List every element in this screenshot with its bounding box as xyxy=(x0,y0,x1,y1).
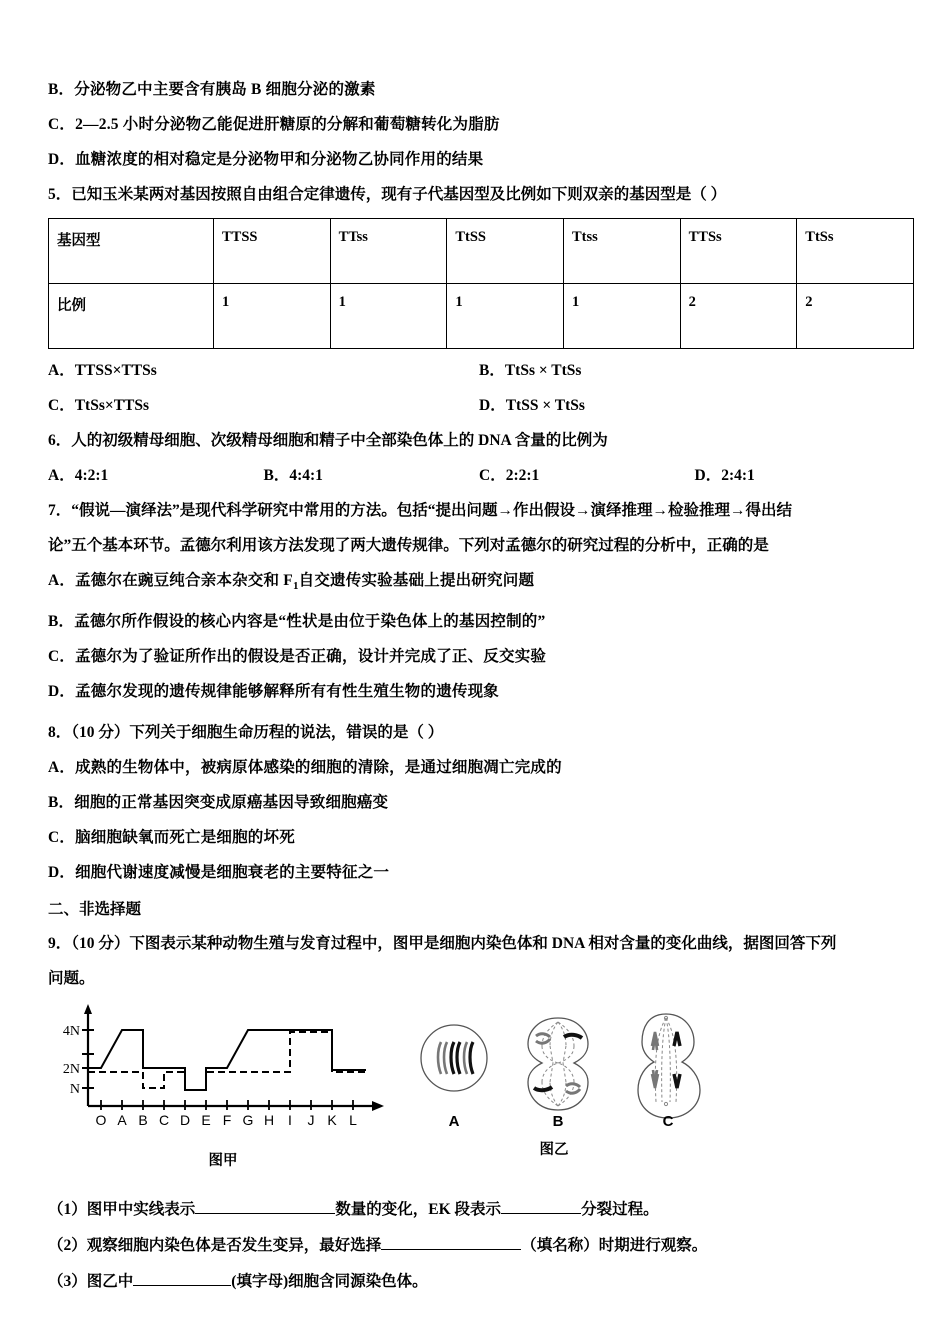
table-cell-genotype: TTSs xyxy=(680,219,797,284)
table-cell-ratio: 2 xyxy=(797,284,914,349)
figure-jia xyxy=(58,1002,398,1170)
x-label-f: F xyxy=(222,1112,232,1129)
x-axis-arrow xyxy=(372,1101,384,1111)
option-label: D． xyxy=(479,397,506,414)
option-item xyxy=(48,458,264,493)
option-row xyxy=(48,72,910,107)
option-item xyxy=(479,353,910,388)
figure-yi xyxy=(408,1006,708,1159)
series-dna-solid xyxy=(88,1030,366,1090)
option-label: D． xyxy=(694,467,722,484)
q6-stem-text: 人的初级精母细胞、次级精母细胞和精子中全部染色体上的 DNA 含量的比例为 xyxy=(71,432,608,449)
q9-sub-3 xyxy=(48,1264,910,1300)
option-text-before: 孟德尔在豌豆纯合亲本杂交和 F xyxy=(75,572,293,589)
x-label-g: G xyxy=(242,1112,254,1129)
option-item xyxy=(48,388,479,423)
option-row xyxy=(48,785,910,820)
option-row xyxy=(48,142,910,177)
sub-text-3: 分裂过程。 xyxy=(581,1201,659,1219)
option-label: D． xyxy=(48,683,76,701)
table-cell-ratio: 1 xyxy=(563,284,680,349)
genotype-ratio-table xyxy=(48,218,914,349)
q9-stem-text-1: （10 分）下图表示某种动物生殖与发育过程中，图甲是细胞内染色体和 DNA 相对含量的变化曲线，据图回答下列 xyxy=(71,935,837,953)
option-text: 孟德尔为了验证所作出的假设是否正确，设计并完成了正、反交实验 xyxy=(75,648,547,666)
option-row xyxy=(48,750,910,785)
x-label-o: O xyxy=(95,1112,107,1129)
x-label-k: K xyxy=(327,1112,337,1129)
q8-stem-text: （10 分）下列关于细胞生命历程的说法，错误的是（ ） xyxy=(71,724,444,742)
option-label: B． xyxy=(48,794,75,812)
table-cell-ratio: 2 xyxy=(680,284,797,349)
table-header-genotype: 基因型 xyxy=(49,219,214,284)
option-item xyxy=(479,458,695,493)
table-row xyxy=(49,284,914,349)
cell-label-a: A xyxy=(448,1113,460,1131)
option-label: B． xyxy=(48,81,75,98)
table-cell-genotype: TTSS xyxy=(214,219,331,284)
sub-text-2: （填名称）时期进行观察。 xyxy=(521,1237,708,1255)
option-label: C． xyxy=(48,116,76,133)
option-label: A． xyxy=(48,362,75,379)
cell-a-drawing xyxy=(421,1025,487,1091)
option-row xyxy=(48,604,910,639)
option-row xyxy=(48,674,910,709)
option-row xyxy=(48,107,910,142)
sub-text-2: 数量的变化，EK 段表示 xyxy=(335,1201,502,1219)
option-text: 2—2.5 小时分泌物乙能促进肝糖原的分解和葡萄糖转化为脂肪 xyxy=(75,116,500,133)
q4-options-block xyxy=(48,72,910,177)
x-label-a: A xyxy=(117,1112,127,1129)
sub-number: （2） xyxy=(48,1237,87,1255)
table-header-ratio: 比例 xyxy=(49,284,214,349)
q5-options-row-1 xyxy=(48,353,910,388)
option-text: 2:2:1 xyxy=(505,467,540,484)
q5-options-row-2 xyxy=(48,388,910,423)
sub-text-2: (填字母)细胞含同源染色体。 xyxy=(231,1273,428,1291)
q9-figures xyxy=(48,1002,910,1192)
x-label-c: C xyxy=(158,1112,170,1129)
q9-sub-1 xyxy=(48,1192,910,1228)
sub-text-1: 图乙中 xyxy=(86,1273,134,1291)
option-label: C． xyxy=(48,648,76,666)
x-label-e: E xyxy=(201,1112,211,1129)
x-label-l: L xyxy=(349,1112,357,1129)
x-label-i: I xyxy=(288,1112,292,1129)
q9-stem-line2 xyxy=(48,961,910,996)
cell-b-drawing xyxy=(528,1018,588,1110)
option-text: TtSS × TtSs xyxy=(505,397,585,414)
table-cell-genotype: TtSS xyxy=(447,219,564,284)
option-text: 分泌物乙中主要含有胰岛 B 细胞分泌的激素 xyxy=(74,81,376,98)
option-text: TtSs×TTSs xyxy=(74,397,150,414)
y-label-2n: 2N xyxy=(62,1062,80,1078)
q8-number: 8． xyxy=(48,724,72,742)
option-label: C． xyxy=(48,829,76,847)
option-label: C． xyxy=(48,397,75,414)
table-cell-genotype: TtSs xyxy=(797,219,914,284)
q9-stem-text-2: 问题。 xyxy=(48,970,95,988)
sub-text-1: 图甲中实线表示 xyxy=(86,1201,196,1219)
option-text: 脑细胞缺氧而死亡是细胞的坏死 xyxy=(75,829,295,847)
y-axis-arrow xyxy=(84,1004,92,1014)
option-text: TTSS×TTSs xyxy=(74,362,157,379)
answer-blank[interactable] xyxy=(381,1234,521,1250)
option-row xyxy=(48,820,910,855)
table-row xyxy=(49,219,914,284)
x-label-b: B xyxy=(138,1112,148,1129)
answer-blank[interactable] xyxy=(501,1198,581,1214)
q9-stem-line1 xyxy=(48,926,910,961)
q7-stem-text-2: 论”五个基本环节。孟德尔利用该方法发现了两大遗传规律。下列对孟德尔的研究过程的分析中，正确的是 xyxy=(48,537,769,554)
option-text-after: 自交遗传实验基础上提出研究问题 xyxy=(298,572,535,589)
option-label: C． xyxy=(479,467,506,484)
q7-stem-line2 xyxy=(48,528,910,563)
q7-stem-line1 xyxy=(48,493,910,528)
cell-label-c: C xyxy=(662,1113,674,1131)
table-cell-ratio: 1 xyxy=(214,284,331,349)
sub-number: （3） xyxy=(48,1273,87,1291)
option-item xyxy=(479,388,910,423)
option-label: D． xyxy=(48,151,76,168)
option-label: B． xyxy=(479,362,505,379)
option-text: 细胞的正常基因突变成原癌基因导致细胞癌变 xyxy=(74,794,389,812)
option-label: A． xyxy=(48,467,75,484)
q7-stem-text-1: “假说—演绎法”是现代科学研究中常用的方法。包括“提出问题→作出假设→演绎推理→检验推理→得出结 xyxy=(71,502,793,519)
x-label-j: J xyxy=(307,1112,315,1129)
option-label: A． xyxy=(48,759,76,777)
q9-number: 9． xyxy=(48,935,72,953)
q5-stem-text: 已知玉米某两对基因按照自由组合定律遗传，现有子代基因型及比例如下则双亲的基因型是（ ） xyxy=(71,186,727,203)
option-row xyxy=(48,855,910,890)
cell-c-drawing xyxy=(638,1014,700,1118)
option-label: D． xyxy=(48,864,76,882)
q6-number: 6． xyxy=(48,432,72,449)
sub-text-1: 观察细胞内染色体是否发生变异，最好选择 xyxy=(86,1237,382,1255)
option-row xyxy=(48,639,910,674)
y-label-n: N xyxy=(69,1082,80,1098)
section-2-title: 二、非选择题 xyxy=(48,901,142,919)
figure-yi-caption: 图乙 xyxy=(539,1142,569,1159)
cell-label-b: B xyxy=(552,1113,564,1131)
q7-number: 7． xyxy=(48,502,72,519)
series-chromosome-dashed xyxy=(88,1032,366,1090)
table-cell-ratio: 1 xyxy=(330,284,447,349)
option-text: 4:4:1 xyxy=(289,467,323,484)
option-item xyxy=(695,458,911,493)
y-label-4n: 4N xyxy=(62,1024,80,1040)
x-label-d: D xyxy=(179,1112,191,1129)
q8-stem xyxy=(48,715,910,750)
x-label-h: H xyxy=(263,1112,275,1129)
option-text: 孟德尔发现的遗传规律能够解释所有有性生殖生物的遗传现象 xyxy=(75,683,499,701)
option-text: 成熟的生物体中，被病原体感染的细胞的清除，是通过细胞凋亡完成的 xyxy=(75,759,562,777)
table-cell-genotype: TTss xyxy=(330,219,447,284)
q6-stem xyxy=(48,423,910,458)
answer-blank[interactable] xyxy=(195,1198,335,1214)
q6-options-row xyxy=(48,458,910,493)
figure-jia-caption: 图甲 xyxy=(208,1153,238,1170)
chart-jia-svg xyxy=(58,1002,398,1142)
option-text: 细胞代谢速度减慢是细胞衰老的主要特征之一 xyxy=(75,864,390,882)
option-item xyxy=(48,353,479,388)
option-text: 4:2:1 xyxy=(74,467,109,484)
answer-blank[interactable] xyxy=(133,1270,231,1286)
option-label: B． xyxy=(48,613,75,631)
option-text: 孟德尔所作假设的核心内容是“性状是由位于染色体上的基因控制的” xyxy=(74,613,546,631)
option-label: A． xyxy=(48,572,76,589)
option-row xyxy=(48,563,910,604)
option-subscript: 1 xyxy=(292,580,299,593)
q5-stem xyxy=(48,177,910,212)
figure-yi-svg xyxy=(408,1006,708,1131)
table-cell-ratio: 1 xyxy=(447,284,564,349)
option-item xyxy=(264,458,480,493)
sub-number: （1） xyxy=(48,1201,87,1219)
q5-number: 5． xyxy=(48,186,72,203)
option-text: TtSs × TtSs xyxy=(504,362,582,379)
option-label: B． xyxy=(263,467,290,484)
option-text: 2:4:1 xyxy=(721,467,755,484)
x-labels xyxy=(96,1112,358,1128)
table-cell-genotype: Ttss xyxy=(563,219,680,284)
q9-sub-2 xyxy=(48,1228,910,1264)
option-text: 血糖浓度的相对稳定是分泌物甲和分泌物乙协同作用的结果 xyxy=(75,151,484,168)
